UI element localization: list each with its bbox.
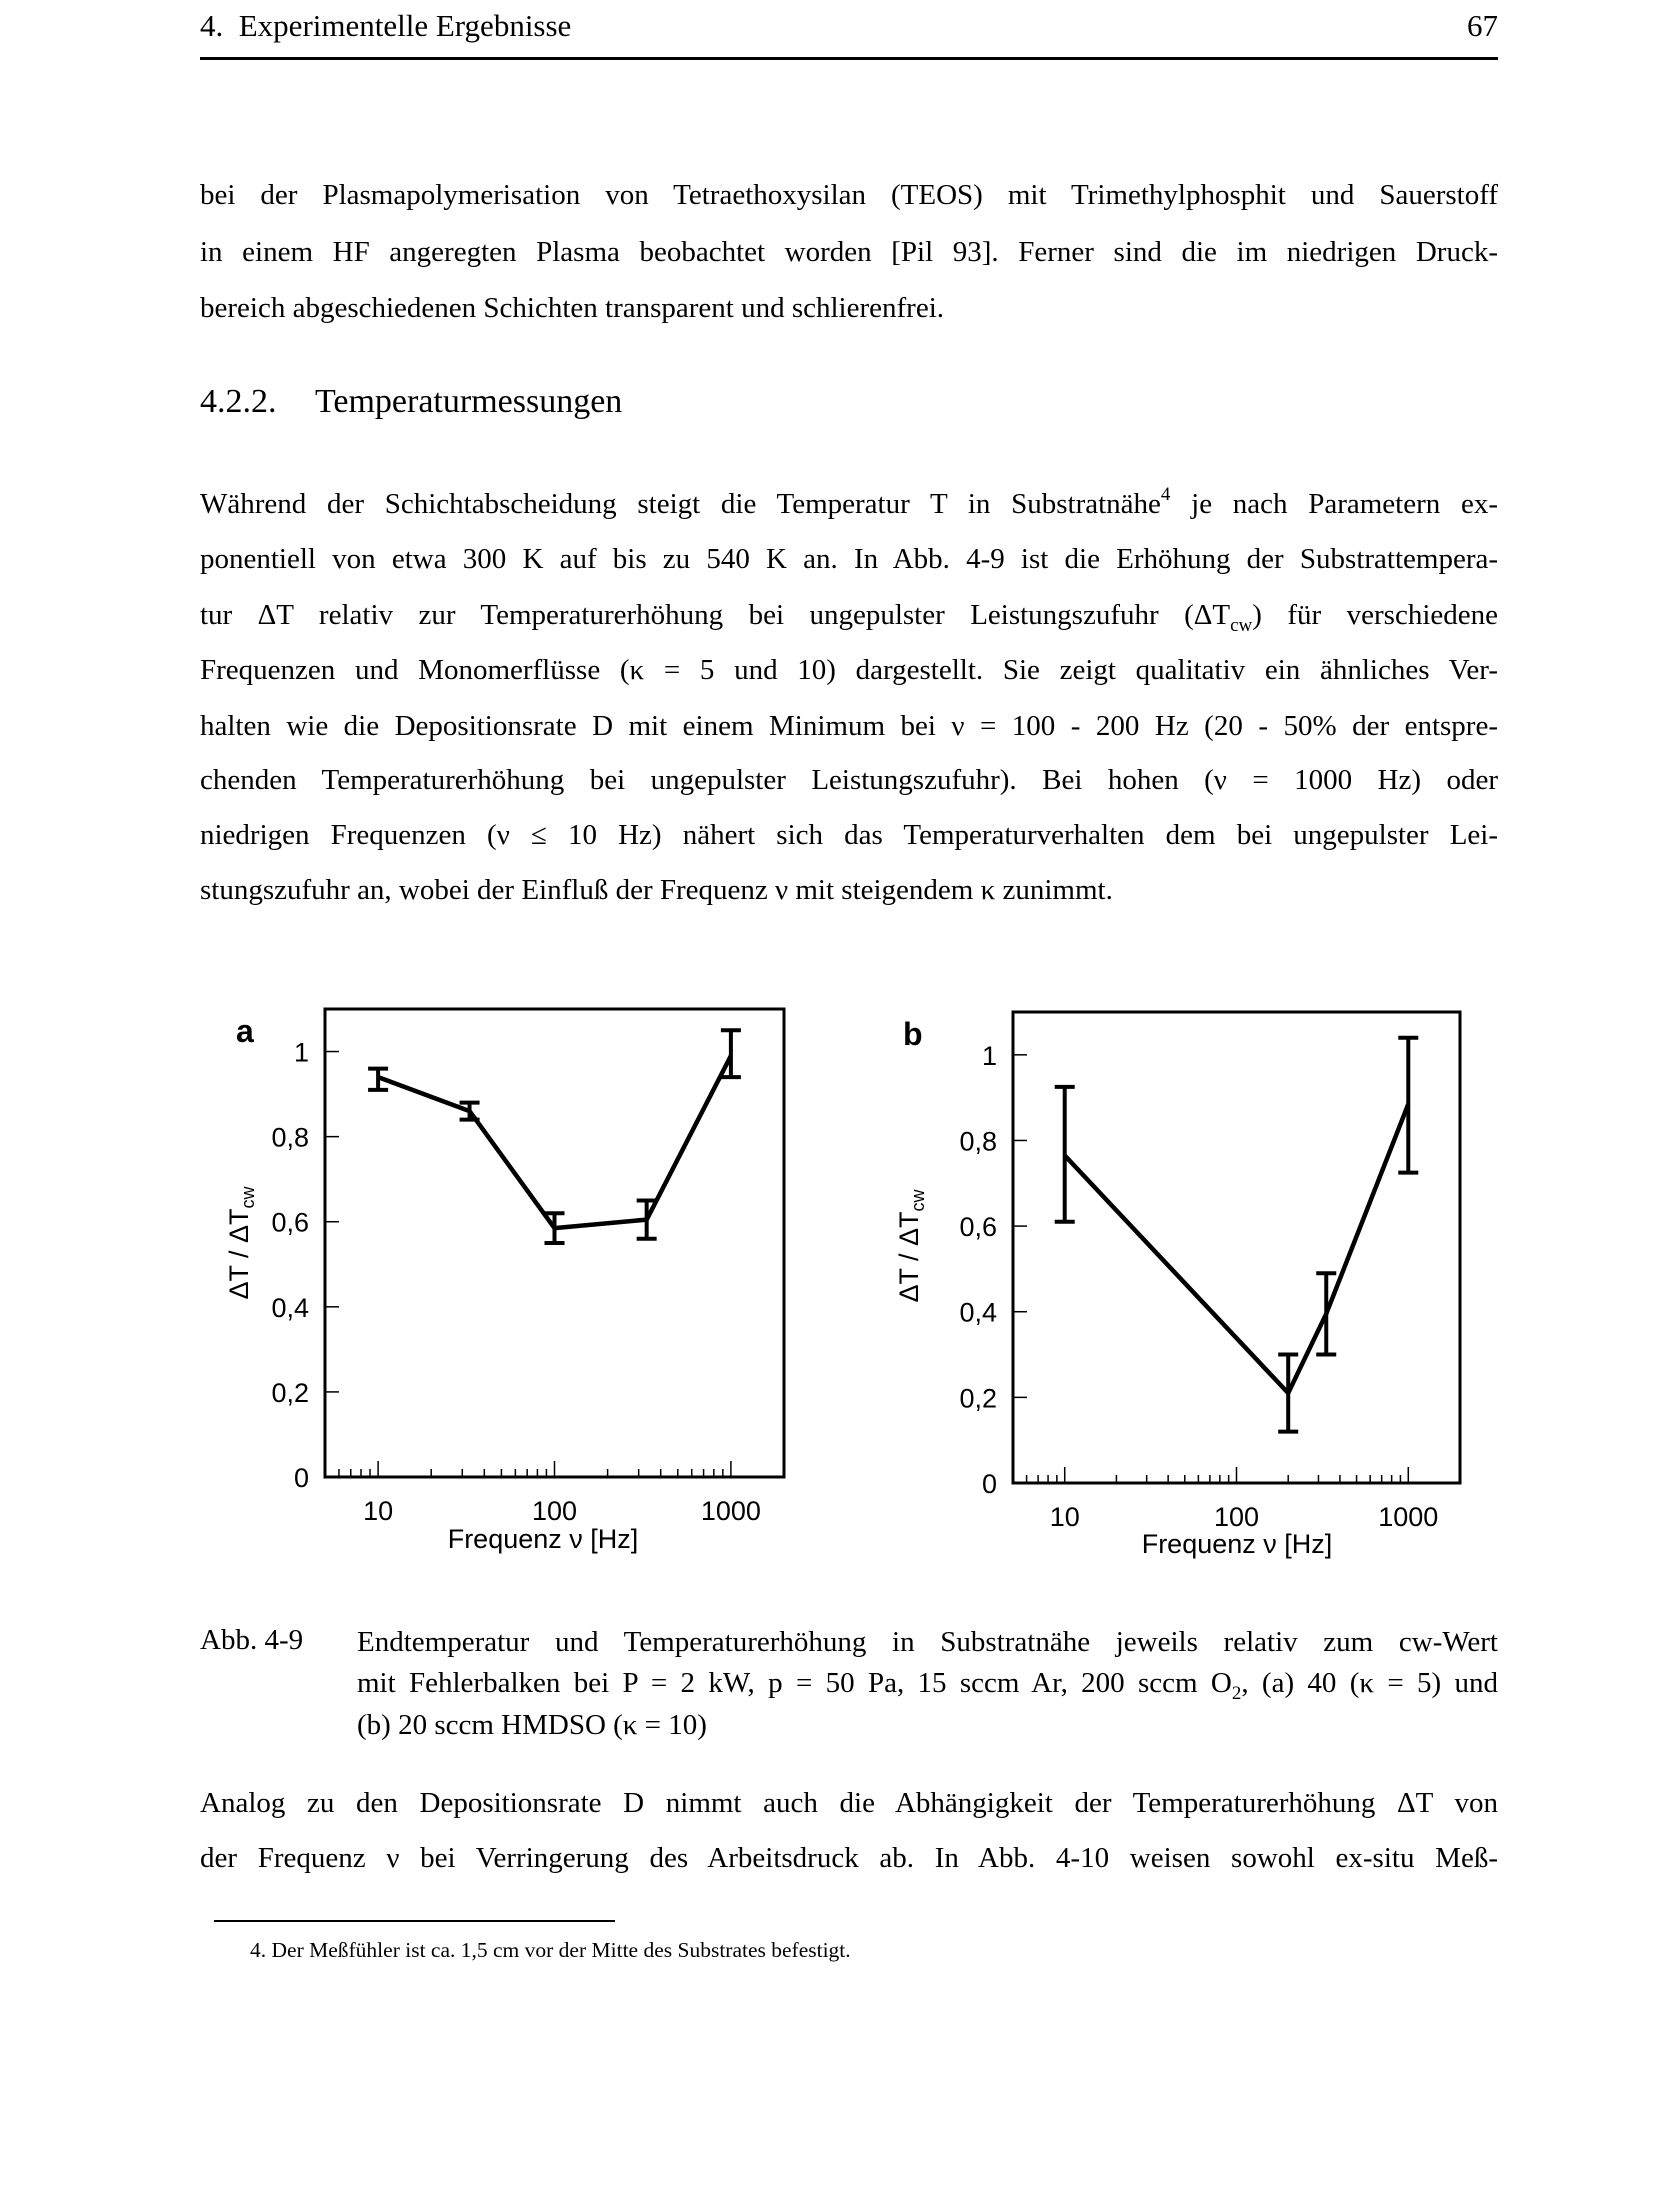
text-line: bei der Plasmapolymerisation von Tetraethoxysilan (TEOS) mit Trimethylphosphit und Sauerstoff <box>200 179 1498 211</box>
data-line <box>378 1056 731 1228</box>
x-axis-label: Frequenz ν [Hz] <box>1141 1529 1333 1559</box>
panel-label-a: a <box>236 1013 254 1049</box>
plot-frame <box>1013 1012 1460 1483</box>
subscript: 2 <box>1231 1683 1242 1704</box>
x-tick-label: 10 <box>1049 1502 1080 1532</box>
chart-a <box>224 1009 784 1554</box>
x-axis-label: Frequenz ν [Hz] <box>447 1524 639 1554</box>
footnote-rule <box>214 1920 615 1922</box>
caption-line: (b) 20 sccm HMDSO (κ = 10) <box>357 1709 707 1741</box>
text-line: halten wie die Depositionsrate D mit einem Minimum bei ν = 100 - 200 Hz (20 - 50% der entspre- <box>200 710 1498 742</box>
y-tick-label: 0,2 <box>959 1383 997 1414</box>
subscript: cw <box>1230 615 1253 636</box>
y-axis-label: ΔT / $\Delta T_{cw}$ <box>224 1186 258 1300</box>
text-span: mit Fehlerbalken bei P = 2 kW, p = 50 Pa, 15 sccm Ar, 200 sccm O <box>357 1667 1232 1699</box>
y-tick-label: 0,8 <box>271 1122 309 1153</box>
y-tick-label: 0,4 <box>959 1297 997 1328</box>
data-line <box>1065 1104 1409 1393</box>
section-number: 4.2.2. <box>200 383 277 420</box>
error-bar <box>1278 1355 1298 1432</box>
text-span: ) für verschiedene <box>1252 599 1498 631</box>
y-axis-ticks <box>271 1038 339 1493</box>
error-bar <box>1398 1038 1418 1173</box>
text-line: der Frequenz ν bei Verringerung des Arbeitsdruck ab. In Abb. 4-10 weisen sowohl ex-situ Meß- <box>200 1842 1498 1874</box>
y-axis-ticks <box>959 1041 1027 1499</box>
footnote: 4. Der Meßfühler ist ca. 1,5 cm vor der Mitte des Substrates befestigt. <box>250 1938 851 1962</box>
y-tick-label: 0,6 <box>959 1212 997 1243</box>
y-axis-label: ΔT / $\Delta T_{cw}$ <box>894 1189 928 1303</box>
text-line: bereich abgeschiedenen Schichten transparent und schlierenfrei. <box>200 292 945 324</box>
chart-b <box>894 1012 1460 1559</box>
panel-label-b: b <box>903 1016 923 1052</box>
y-tick-label: 0,4 <box>271 1292 309 1323</box>
text-line: niedrigen Frequenzen (ν ≤ 10 Hz) nähert sich das Temperaturverhalten dem bei ungepulster Lei- <box>200 819 1498 851</box>
y-tick-label: 0,8 <box>959 1126 997 1157</box>
data-series <box>368 1030 741 1243</box>
text-line: chenden Temperaturerhöhung bei ungepulster Leistungszufuhr). Bei hohen (ν = 1000 Hz) oder <box>200 764 1498 796</box>
text-line: Frequenzen und Monomerflüsse (κ = 5 und 10) dargestellt. Sie zeigt qualitativ ein ähnliches Ver- <box>200 654 1498 686</box>
text-line: in einem HF angeregten Plasma beobachtet worden [Pil 93]. Ferner sind die im niedrigen Druck- <box>200 236 1498 268</box>
x-tick-label: 100 <box>531 1496 578 1526</box>
figure-caption-label: Abb. 4-9 <box>200 1624 304 1656</box>
error-bar <box>1316 1273 1336 1354</box>
x-tick-label: 1000 <box>1378 1502 1439 1532</box>
text-span: Während der Schichtabscheidung steigt die Temperatur T in Substratnähe <box>200 488 1161 520</box>
caption-line: Endtemperatur und Temperaturerhöhung in Substratnähe jeweils relativ zum cw-Wert <box>357 1626 1498 1658</box>
y-tick-label: 0 <box>293 1463 309 1493</box>
text-span: je nach Parametern ex- <box>1170 488 1499 520</box>
x-axis-ticks <box>325 1461 784 1526</box>
caption-line <box>357 1665 1499 1704</box>
x-axis-ticks <box>1013 1467 1460 1532</box>
x-tick-label: 1000 <box>700 1496 761 1526</box>
y-tick-label: 0,2 <box>271 1377 309 1408</box>
text-span: , (a) 40 (κ = 5) und <box>1241 1667 1499 1699</box>
text-line: Analog zu den Depositionsrate D nimmt auch die Abhängigkeit der Temperaturerhöhung ΔT von <box>200 1787 1498 1819</box>
text-line: stungszufuhr an, wobei der Einfluß der Frequenz ν mit steigendem κ zunimmt. <box>200 874 1113 906</box>
data-series <box>1055 1038 1419 1432</box>
page-number: 67 <box>1467 8 1498 43</box>
footnote-reference[interactable]: 4 <box>1160 484 1171 505</box>
error-bar <box>1055 1087 1075 1222</box>
section-title: Temperaturmessungen <box>315 383 623 420</box>
x-tick-label: 100 <box>1213 1502 1260 1532</box>
y-tick-label: 0,6 <box>271 1207 309 1238</box>
y-tick-label: 0 <box>981 1469 997 1499</box>
running-header-chapter: 4. Experimentelle Ergebnisse <box>200 8 572 43</box>
text-line: ponentiell von etwa 300 K auf bis zu 540 K an. In Abb. 4-9 ist die Erhöhung der Substrattempera- <box>200 543 1498 575</box>
x-tick-label: 10 <box>363 1496 394 1526</box>
text-span: tur ΔT relativ zur Temperaturerhöhung bei ungepulster Leistungszufuhr (ΔT <box>200 599 1231 631</box>
y-tick-label: 1 <box>293 1037 309 1068</box>
y-tick-label: 1 <box>981 1040 997 1071</box>
